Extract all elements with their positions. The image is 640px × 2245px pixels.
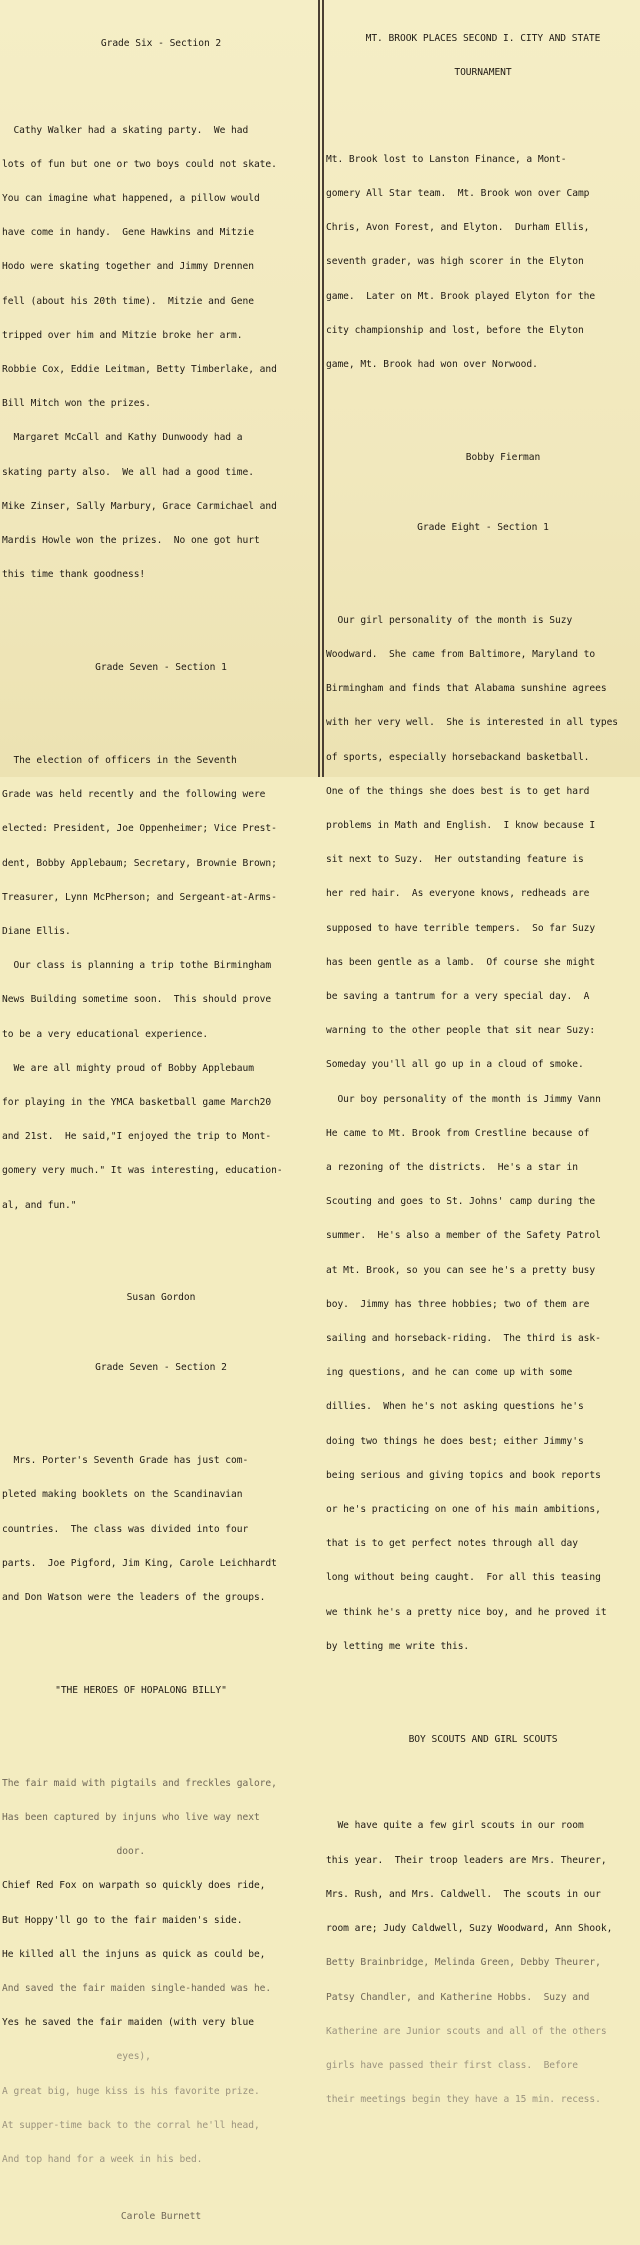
poem-line: Has been captured by injuns who live way next [2, 1811, 260, 1823]
poem-line: He killed all the injuns as quick as could be, [2, 1948, 266, 1960]
text-line: One of the things she does best is to get hard [326, 785, 590, 797]
text-line: has been gentle as a lamb. Of course she might [326, 956, 596, 968]
text-line: Robbie Cox, Eddie Leitman, Betty Timberlake, and [2, 364, 277, 376]
heading-grade-eight-section-1: Grade Eight - Section 1 [417, 521, 549, 533]
text-line: Our boy personality of the month is Jimmy Vann [326, 1093, 601, 1105]
text-line: to be a very educational experience. [2, 1028, 209, 1040]
poem-line: A great big, huge kiss is his favorite prize. [2, 2085, 260, 2097]
poem-title: "THE HEROES OF HOPALONG BILLY" [55, 1684, 227, 1696]
text-line: for playing in the YMCA basketball game March20 [2, 1096, 272, 1108]
text-line: Bill Mitch won the prizes. [2, 398, 151, 410]
article-grade-seven-2 [2, 1432, 320, 1626]
column-divider-inner [322, 0, 324, 777]
text-line: this time thank goodness! [2, 569, 146, 581]
text-line: We have quite a few girl scouts in our room [326, 1820, 584, 1832]
poem-line: The fair maid with pigtails and freckles galore, [2, 1777, 277, 1789]
text-line: dillies. When he's not asking questions he's [326, 1401, 584, 1413]
text-line: Woodward. She came from Baltimore, Maryland to [326, 648, 596, 660]
byline-susan-gordon: Susan Gordon [126, 1292, 196, 1304]
text-line: elected: President, Joe Oppenheimer; Vice Prest- [2, 823, 277, 835]
text-line: Betty Brainbridge, Melinda Green, Debby Theurer, [326, 1957, 601, 1969]
text-line: room are; Judy Caldwell, Suzy Woodward, Ann Shook, [326, 1923, 613, 1935]
heading-scouts: BOY SCOUTS AND GIRL SCOUTS [408, 1733, 558, 1745]
text-line: have come in handy. Gene Hawkins and Mitzie [2, 227, 254, 239]
text-line: Our girl personality of the month is Suzy [326, 614, 573, 626]
left-column [2, 15, 320, 2245]
text-line: or he's practicing on one of his main ambitions, [326, 1504, 601, 1516]
text-line: Treasurer, Lynn McPherson; and Sergeant-at-Arms- [2, 891, 277, 903]
poem [2, 1755, 320, 2188]
heading-grade-six-section-2: Grade Six - Section 2 [100, 37, 222, 49]
article-grade-six [2, 102, 320, 604]
text-line: supposed to have terrible tempers. So far Suzy [326, 922, 596, 934]
text-line: Mrs. Porter's Seventh Grade has just com- [2, 1455, 249, 1467]
text-line: and 21st. He said,"I enjoyed the trip to Mont- [2, 1131, 272, 1143]
heading-tournament: MT. BROOK PLACES SECOND I. CITY AND STATE [365, 32, 601, 44]
article-grade-seven-1 [2, 732, 320, 1234]
text-line: being serious and giving topics and book reports [326, 1469, 601, 1481]
text-line: Mike Zinser, Sally Marbury, Grace Carmichael and [2, 500, 277, 512]
text-line: long without being caught. For all this teasing [326, 1572, 601, 1584]
text-line: gomery All Star team. Mt. Brook won over Camp [326, 188, 590, 200]
text-line: Mt. Brook lost to Lanston Finance, a Mont- [326, 153, 567, 165]
poem-line: And saved the fair maiden single-handed was he. [2, 1982, 272, 1994]
text-line: we think he's a pretty nice boy, and he proved it [326, 1606, 607, 1618]
text-line: of sports, especially horsebackand basketball. [326, 751, 590, 763]
poem-line: eyes), [2, 2051, 151, 2063]
text-line: their meetings begin they have a 15 min. recess. [326, 2094, 601, 2106]
text-line: with her very well. She is interested in all types [326, 717, 619, 729]
text-line: News Building sometime soon. This should prove [2, 994, 272, 1006]
text-line: parts. Joe Pigford, Jim King, Carole Leichhardt [2, 1557, 277, 1569]
poem-line: Yes he saved the fair maiden (with very blue [2, 2017, 254, 2029]
text-line: tripped over him and Mitzie broke her arm. [2, 329, 243, 341]
text-line: Our class is planning a trip tothe Birmingham [2, 960, 272, 972]
text-line: sit next to Suzy. Her outstanding feature is [326, 854, 584, 866]
text-line: Diane Ellis. [2, 925, 71, 937]
text-line: warning to the other people that sit near Suzy: [326, 1025, 596, 1037]
poem-line: And top hand for a week in his bed. [2, 2153, 203, 2165]
text-line: Margaret McCall and Kathy Dunwoody had a [2, 432, 243, 444]
byline-bobby-fierman: Bobby Fierman [465, 451, 541, 463]
text-line: Hodo were skating together and Jimmy Drennen [2, 261, 254, 273]
text-line: Patsy Chandler, and Katherine Hobbs. Suzy and [326, 1991, 590, 2003]
right-column [326, 10, 640, 2151]
text-line: He came to Mt. Brook from Crestline because of [326, 1127, 590, 1139]
poem-line: But Hoppy'll go to the fair maiden's side. [2, 1914, 243, 1926]
article-grade-eight [326, 592, 640, 1675]
text-line: fell (about his 20th time). Mitzie and Gene [2, 295, 254, 307]
text-line: and Don Watson were the leaders of the groups. [2, 1592, 266, 1604]
text-line: sailing and horseback-riding. The third is ask- [326, 1333, 601, 1344]
text-line: skating party also. We all had a good time. [2, 466, 254, 478]
text-line: city championship and lost, before the Elyton [326, 324, 584, 336]
poem-line: At supper-time back to the corral he'll head, [2, 2119, 260, 2131]
text-line: The election of officers in the Seventh [2, 754, 237, 766]
text-line: countries. The class was divided into four [2, 1523, 249, 1535]
heading-grade-seven-section-2: Grade Seven - Section 2 [95, 1362, 227, 1374]
heading-grade-seven-section-1: Grade Seven - Section 1 [95, 662, 227, 674]
text-line: Katherine are Junior scouts and all of the others [326, 2025, 607, 2037]
article-tournament [326, 131, 640, 393]
text-line: game, Mt. Brook had won over Norwood. [326, 359, 538, 371]
text-line: gomery very much." It was interesting, education- [2, 1165, 283, 1177]
text-line: girls have passed their first class. Before [326, 2059, 578, 2071]
text-line: dent, Bobby Applebaum; Secretary, Brownie Brown; [2, 857, 277, 869]
text-line: that is to get perfect notes through all day [326, 1538, 578, 1550]
text-line: pleted making booklets on the Scandinavian [2, 1489, 243, 1501]
byline-carole-burnett: Carole Burnett [120, 2210, 202, 2222]
text-line: doing two things he does best; either Jimmy's [326, 1435, 584, 1447]
text-line: boy. Jimmy has three hobbies; two of them are [326, 1298, 590, 1310]
text-line: her red hair. As everyone knows, redheads are [326, 888, 590, 900]
text-line: at Mt. Brook, so you can see he's a pretty busy [326, 1264, 596, 1276]
text-line: seventh grader, was high scorer in the Elyton [326, 256, 584, 268]
article-scouts [326, 1798, 640, 2129]
text-line: Chris, Avon Forest, and Elyton. Durham Ellis, [326, 222, 590, 234]
text-line: summer. He's also a member of the Safety Patrol [326, 1230, 601, 1242]
text-line: problems in Math and English. I know because I [326, 819, 596, 831]
text-line: a rezoning of the districts. He's a star in [326, 1161, 578, 1173]
text-line: You can imagine what happened, a pillow would [2, 193, 260, 205]
text-line: We are all mighty proud of Bobby Applebaum [2, 1062, 254, 1074]
poem-line: Chief Red Fox on warpath so quickly does ride, [2, 1880, 266, 1892]
text-line: Mardis Howle won the prizes. No one got hurt [2, 535, 260, 547]
text-line: game. Later on Mt. Brook played Elyton for the [326, 290, 596, 302]
text-line: Birmingham and finds that Alabama sunshine agrees [326, 683, 607, 695]
text-line: Scouting and goes to St. Johns' camp during the [326, 1196, 596, 1208]
text-line: Mrs. Rush, and Mrs. Caldwell. The scouts in our [326, 1888, 601, 1900]
text-line: Cathy Walker had a skating party. We had [2, 124, 249, 136]
text-line: Grade was held recently and the following were [2, 789, 266, 801]
text-line: al, and fun." [2, 1199, 77, 1211]
poem-line: door. [2, 1846, 146, 1858]
text-line: by letting me write this. [326, 1640, 470, 1652]
heading-tournament-cont: TOURNAMENT [454, 67, 512, 79]
text-line: this year. Their troop leaders are Mrs. Theurer, [326, 1854, 607, 1866]
text-line: ing questions, and he can come up with some [326, 1367, 573, 1379]
text-line: lots of fun but one or two boys could not skate. [2, 158, 277, 170]
text-line: Someday you'll all go up in a cloud of smoke. [326, 1059, 584, 1071]
text-line: be saving a tantrum for a very special day. A [326, 990, 590, 1002]
